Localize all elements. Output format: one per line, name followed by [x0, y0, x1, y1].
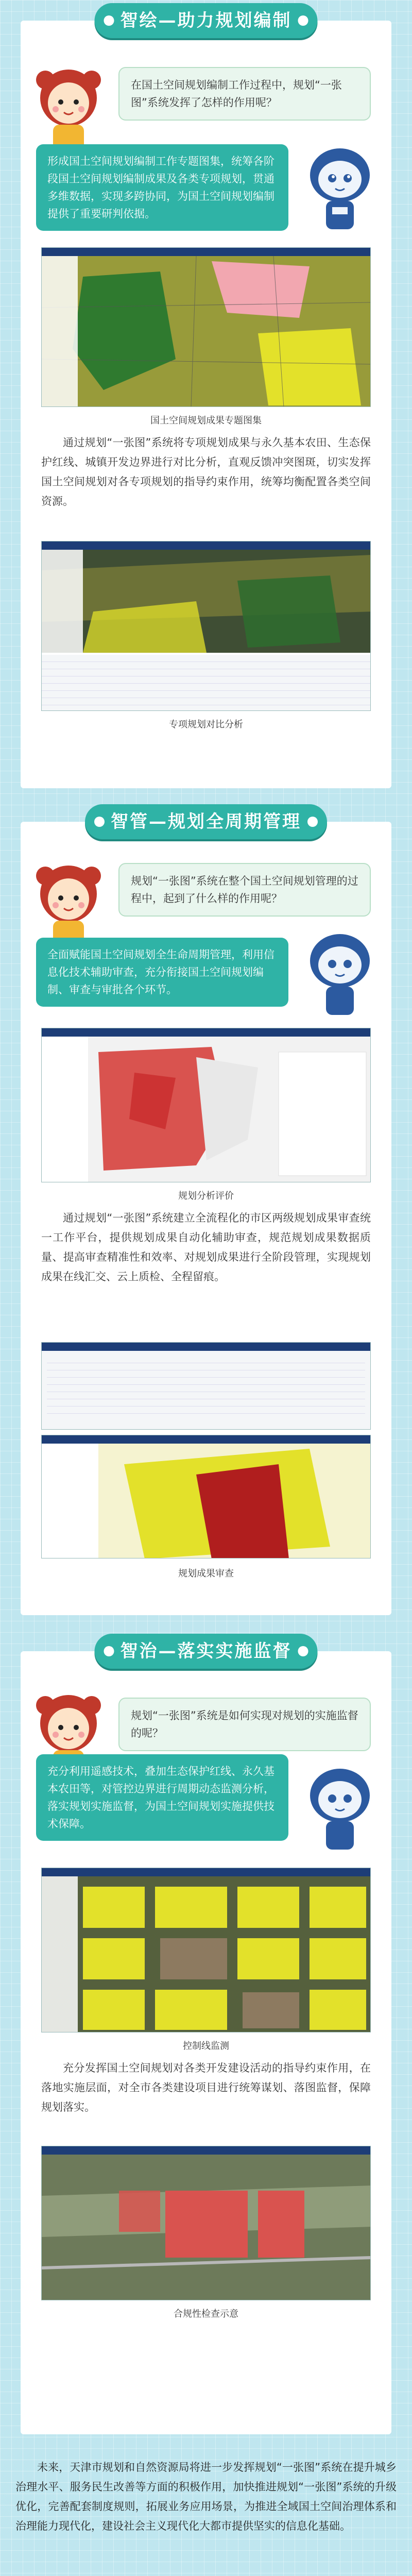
section-planning: [21, 10, 391, 788]
section-title: 智绘—助力规划编制: [95, 3, 318, 38]
review-screenshot-b: [41, 1435, 371, 1558]
question-bubble: 在国土空间规划编制工作过程中，规划“一张图”系统发挥了怎样的作用呢？: [118, 67, 371, 121]
map-screenshot: [41, 247, 371, 407]
image-caption: 专项规划对比分析: [169, 719, 243, 730]
answer-bubble: 形成国土空间规划编制工作专题图集，统筹各阶段国土空间规划编制成果及各类专项规划，贯通多维数据，实现多跨协同，为国土空间规划编制提供了重要研判依据。: [36, 144, 288, 231]
section-supervision: [21, 1641, 391, 2434]
compliance-screenshot: [41, 2146, 371, 2300]
section-management: [21, 811, 391, 1615]
image-caption: 规划分析评价: [178, 1191, 234, 1201]
closing-paragraph: 未来，天津市规划和自然资源局将进一步发挥规划“一张图”系统在提升城乡治理水平、服务民生改善等方面的积极作用，加快推进规划“一张图”系统的升级优化，完善配套制度规则，拓展业务应用场景，为推进全域国土空间治理体系和治理能力现代化，建设社会主义现代化大都市提供坚实的信息化基础。: [15, 2461, 397, 2532]
analysis-screenshot: [41, 1028, 371, 1182]
image-caption: 合规性检查示意: [174, 2309, 238, 2319]
answer-bubble: 充分利用遥感技术，叠加生态保护红线、永久基本农田等，对管控边界进行周期动态监测分析，落实规划实施监督，为国土空间规划实施提供技术保障。: [36, 1754, 288, 1841]
question-bubble: 规划“一张图”系统是如何实现对规划的实施监督的呢？: [118, 1698, 371, 1751]
robot-mascot-icon: [301, 925, 379, 1023]
body-paragraph: 充分发挥国土空间规划对各类开发建设活动的指导约束作用，在落地实施层面，对全市各类建设项目进行统筹谋划、落图监督，保障规划落实。: [41, 2062, 371, 2113]
review-screenshot-a: [41, 1342, 371, 1430]
monitoring-screenshot: [41, 1868, 371, 2032]
robot-mascot-icon: [301, 1759, 379, 1857]
image-caption: 控制线监测: [183, 2041, 229, 2052]
robot-mascot-icon: [301, 139, 379, 237]
section-title: 智管—规划全周期管理: [85, 804, 327, 839]
body-paragraph: 通过规划“一张图”系统将专项规划成果与永久基本农田、生态保护红线、城镇开发边界进行对比分析，直观反馈冲突图斑，切实发挥国土空间规划对各专项规划的指导约束作用，统筹均衡配置各类空间资源。: [41, 436, 371, 507]
body-paragraph: 通过规划“一张图”系统建立全流程化的市区两级规划成果审查统一工作平台，提供规划成果自动化辅助审查，规范规划成果数据质量、提高审查精准性和效率、对规划成果进行全阶段管理，实现规划成果在线汇交、云上质检、全程留痕。: [41, 1212, 371, 1283]
question-bubble: 规划“一张图”系统在整个国土空间规划管理的过程中，起到了什么样的作用呢？: [118, 863, 371, 917]
image-caption: 规划成果审查: [178, 1568, 234, 1579]
section-title: 智治—落实实施监督: [95, 1634, 318, 1669]
image-caption: 国土空间规划成果专题图集: [150, 415, 262, 426]
comparison-screenshot: [41, 541, 371, 711]
answer-bubble: 全面赋能国土空间规划全生命周期管理，利用信息化技术辅助审查，充分衔接国土空间规划编制、审查与审批各个环节。: [36, 938, 288, 1007]
